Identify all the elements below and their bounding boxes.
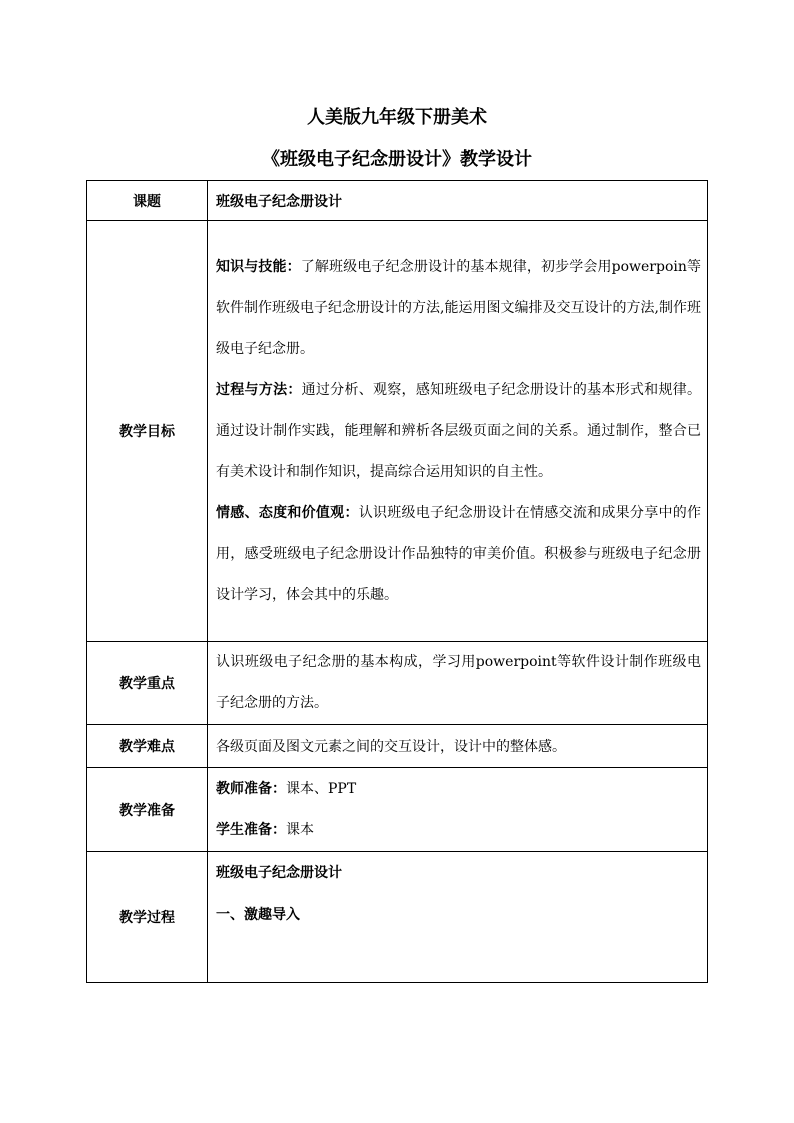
goal-knowledge-heading: 知识与技能：	[216, 258, 301, 275]
student-preparation-text: 课本	[286, 821, 314, 838]
goal-emotion	[216, 493, 701, 616]
process-label: 教学过程	[87, 852, 208, 983]
preparation-content	[208, 768, 708, 852]
table-row-goals	[87, 221, 708, 642]
document-title: 人美版九年级下册美术	[307, 107, 487, 128]
difficulties-text: 各级页面及图文元素之间的交互设计，设计中的整体感。	[208, 725, 708, 768]
student-preparation	[216, 810, 701, 851]
table-row-key-points	[87, 642, 708, 725]
student-preparation-heading: 学生准备：	[216, 821, 286, 838]
lesson-plan-table	[86, 180, 708, 983]
goal-knowledge	[216, 247, 701, 370]
teacher-preparation	[216, 769, 701, 810]
key-points-label: 教学重点	[87, 642, 208, 725]
key-points-content	[208, 642, 708, 725]
preparation-label: 教学准备	[87, 768, 208, 852]
topic-value: 班级电子纪念册设计	[208, 181, 708, 221]
difficulties-label: 教学难点	[87, 725, 208, 768]
goal-knowledge-text: 了解班级电子纪念册设计的基本规律，初步学会用powerpoin等软件制作班级电子纪念册设计的方法,能运用图文编排及交互设计的方法,制作班级电子纪念册。	[216, 258, 701, 357]
table-row-difficulties	[87, 725, 708, 768]
goals-label: 教学目标	[87, 221, 208, 642]
key-points-text: 认识班级电子纪念册的基本构成，学习用powerpoint等软件设计制作班级电子纪念册的方法。	[216, 654, 701, 711]
goal-emotion-heading: 情感、态度和价值观：	[216, 504, 359, 521]
process-content	[208, 852, 708, 983]
table-row-process	[87, 852, 708, 983]
teacher-preparation-text: 课本、PPT	[286, 780, 357, 797]
teacher-preparation-heading: 教师准备：	[216, 780, 286, 797]
document-subtitle: 《班级电子纪念册设计》教学设计	[262, 149, 532, 170]
topic-label: 课题	[87, 181, 208, 221]
goals-content	[208, 221, 708, 642]
goal-emotion-text: 认识班级电子纪念册设计在情感交流和成果分享中的作用，感受班级电子纪念册设计作品独特的审美价值。积极参与班级电子纪念册设计学习，体会其中的乐趣。	[216, 504, 702, 603]
goal-process	[216, 370, 701, 493]
process-line-title: 班级电子纪念册设计	[216, 865, 342, 881]
table-row-topic	[87, 181, 708, 221]
table-row-preparation	[87, 768, 708, 852]
goal-process-heading: 过程与方法：	[216, 381, 302, 398]
process-line-intro: 一、激趣导入	[216, 907, 300, 923]
goal-process-text: 通过分析、观察，感知班级电子纪念册设计的基本形式和规律。通过设计制作实践，能理解和辨析各层级页面之间的关系。通过制作，整合已有美术设计和制作知识，提高综合运用知识的自主性。	[216, 381, 702, 480]
